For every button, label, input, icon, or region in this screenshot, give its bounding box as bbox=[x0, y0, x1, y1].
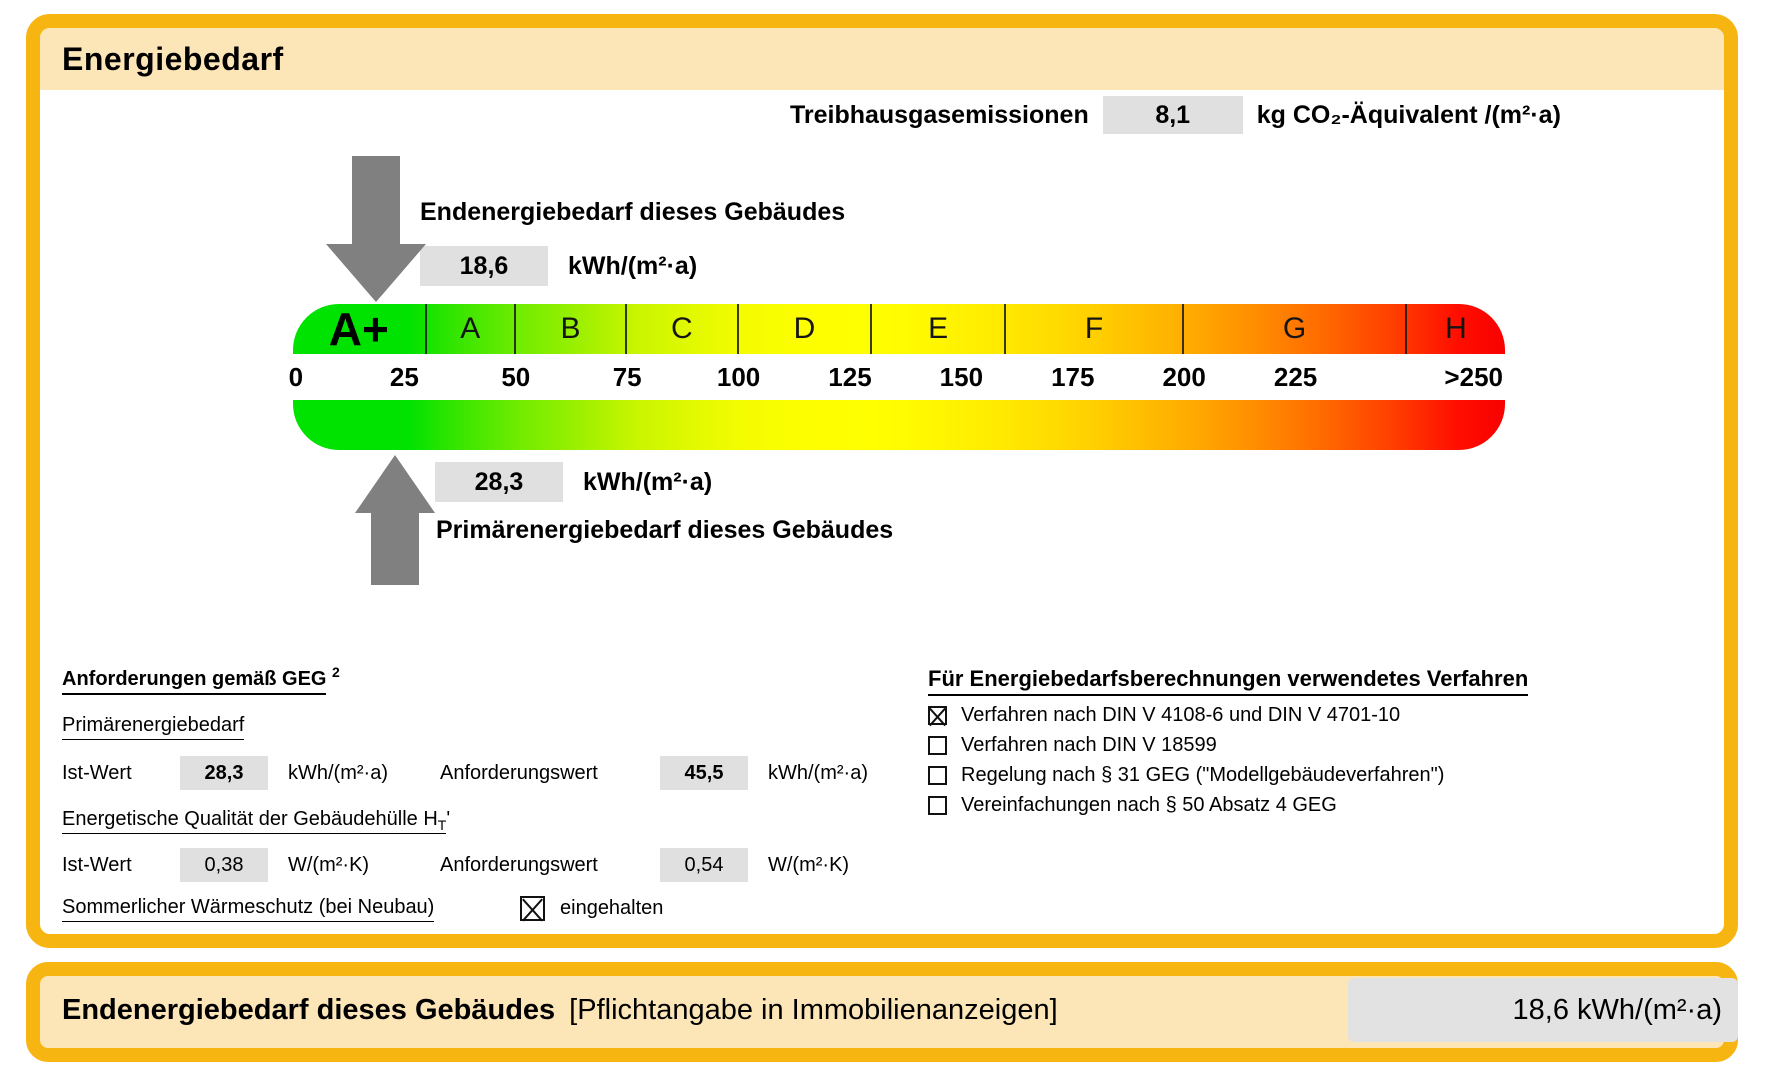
ghg-value-field[interactable]: 8,1 bbox=[1103, 96, 1243, 134]
scale-band-letter: F bbox=[1084, 312, 1104, 345]
scale-band-g bbox=[1184, 304, 1407, 354]
scale-band-c bbox=[627, 304, 738, 354]
end-energy-pointer-arrow bbox=[326, 156, 426, 302]
scale-tick-100: 100 bbox=[716, 362, 761, 392]
footer-text-row bbox=[62, 974, 1058, 1046]
method-item-0 bbox=[928, 705, 1528, 726]
scale-band-letter: A bbox=[460, 312, 481, 345]
ist-wert-field[interactable]: 0,38 bbox=[180, 848, 268, 882]
ist-wert-unit: kWh/(m²·a) bbox=[288, 762, 388, 784]
scale-tick-225: 225 bbox=[1273, 362, 1318, 392]
scale-band-letter: D bbox=[793, 312, 816, 345]
ist-wert-label: Ist-Wert bbox=[62, 854, 132, 876]
method-item-2 bbox=[928, 765, 1528, 786]
arrow-stem bbox=[371, 513, 419, 585]
scale-tick-0: 0 bbox=[288, 362, 304, 392]
ghg-unit: kg CO₂-Äquivalent /(m²·a) bbox=[1256, 100, 1561, 129]
end-energy-value-field[interactable]: 18,6 bbox=[420, 246, 548, 286]
primary-energy-unit: kWh/(m²·a) bbox=[583, 467, 713, 496]
panel-title: Energiebedarf bbox=[62, 40, 284, 77]
end-energy-value-row bbox=[420, 246, 697, 286]
anforderungswert-field[interactable]: 45,5 bbox=[660, 756, 748, 790]
energy-scale-upper-bar bbox=[293, 304, 1505, 354]
method-label-3: Vereinfachungen nach § 50 Absatz 4 GEG bbox=[961, 794, 1337, 816]
ht-subscript: T bbox=[437, 817, 447, 833]
scale-band-b bbox=[516, 304, 627, 354]
scale-tick-gt250: >250 bbox=[1444, 362, 1503, 392]
method-label-2: Regelung nach § 31 GEG ("Modellgebäudeverfahren") bbox=[961, 764, 1445, 786]
scale-band-e bbox=[872, 304, 1006, 354]
methods-list bbox=[928, 705, 1528, 816]
scale-tick-50: 50 bbox=[501, 362, 531, 392]
footer-title: Endenergiebedarf dieses Gebäudes bbox=[62, 993, 556, 1026]
footnote-sup: 2 bbox=[332, 664, 340, 680]
primary-energy-title: Primärenergiebedarf dieses Gebäudes bbox=[436, 516, 894, 544]
scale-tick-75: 75 bbox=[612, 362, 642, 392]
method-item-3 bbox=[928, 795, 1528, 816]
method-item-1 bbox=[928, 735, 1528, 756]
summer-heat-checkbox[interactable] bbox=[520, 896, 545, 921]
methods-section bbox=[928, 666, 1528, 816]
anforderungswert-field[interactable]: 0,54 bbox=[660, 848, 748, 882]
ghg-label: Treibhausgasemissionen bbox=[790, 100, 1089, 129]
panel-header-band bbox=[40, 28, 1724, 90]
scale-band-letter: B bbox=[560, 312, 581, 345]
footer-note: [Pflichtangabe in Immobilienanzeigen] bbox=[569, 993, 1058, 1026]
scale-band-letter: H bbox=[1445, 312, 1467, 345]
scale-band-a bbox=[427, 304, 516, 354]
primary-energy-pointer-arrow bbox=[355, 455, 435, 585]
scale-tick-200: 200 bbox=[1162, 362, 1206, 392]
envelope-requirement-row bbox=[0, 846, 1792, 884]
method-checkbox-3[interactable] bbox=[928, 796, 947, 815]
scale-band-aplus bbox=[293, 304, 427, 354]
primary-requirement-heading: Primärenergiebedarf bbox=[62, 714, 244, 737]
ist-wert-label: Ist-Wert bbox=[62, 762, 132, 784]
scale-band-d bbox=[739, 304, 873, 354]
ghg-emissions-row bbox=[790, 96, 1561, 134]
envelope-quality-heading: Energetische Qualität der Gebäudehülle $H_T'$ bbox=[62, 808, 451, 833]
summer-heat-status: eingehalten bbox=[560, 897, 664, 919]
energy-scale bbox=[288, 304, 1505, 450]
arrow-stem bbox=[352, 156, 400, 244]
scale-band-letter: E bbox=[928, 312, 949, 345]
summer-heat-heading: Sommerlicher Wärmeschutz (bei Neubau) bbox=[62, 896, 434, 919]
anforderungswert-label: Anforderungswert bbox=[440, 854, 598, 876]
scale-tick-175: 175 bbox=[1051, 362, 1095, 392]
method-label-0: Verfahren nach DIN V 4108-6 und DIN V 4701-10 bbox=[961, 704, 1401, 726]
primary-energy-value-field[interactable]: 28,3 bbox=[435, 462, 563, 502]
end-energy-title: Endenergiebedarf dieses Gebäudes bbox=[420, 198, 846, 226]
energy-scale-ticks bbox=[288, 354, 1505, 400]
methods-heading: Für Energiebedarfsberechnungen verwendetes Verfahren bbox=[928, 666, 1528, 696]
end-energy-unit: kWh/(m²·a) bbox=[568, 251, 698, 280]
primary-energy-value-row bbox=[435, 462, 712, 502]
ist-wert-field[interactable]: 28,3 bbox=[180, 756, 268, 790]
arrow-up-icon bbox=[355, 455, 435, 513]
ist-wert-unit: W/(m²·K) bbox=[288, 854, 370, 876]
anforderungswert-label: Anforderungswert bbox=[440, 762, 598, 784]
scale-band-letter: A+ bbox=[328, 304, 389, 354]
method-label-1: Verfahren nach DIN V 18599 bbox=[961, 734, 1217, 756]
footer-value-field[interactable]: 18,6 kWh/(m²·a) bbox=[1348, 978, 1738, 1042]
scale-band-h bbox=[1407, 304, 1505, 354]
method-checkbox-2[interactable] bbox=[928, 766, 947, 785]
method-checkbox-0[interactable] bbox=[928, 706, 947, 725]
arrow-down-icon bbox=[326, 244, 426, 302]
requirements-heading: Anforderungen gemäß GEG $^2$ bbox=[62, 664, 340, 691]
scale-tick-150: 150 bbox=[939, 362, 984, 392]
scale-tick-125: 125 bbox=[828, 362, 872, 392]
method-checkbox-1[interactable] bbox=[928, 736, 947, 755]
scale-band-f bbox=[1006, 304, 1184, 354]
anforderungswert-unit: kWh/(m²·a) bbox=[768, 762, 868, 784]
anforderungswert-unit: W/(m²·K) bbox=[768, 854, 850, 876]
scale-tick-25: 25 bbox=[389, 362, 419, 392]
scale-band-letter: G bbox=[1282, 312, 1307, 345]
scale-band-letter: C bbox=[671, 312, 693, 345]
energy-scale-lower-bar bbox=[293, 400, 1505, 450]
